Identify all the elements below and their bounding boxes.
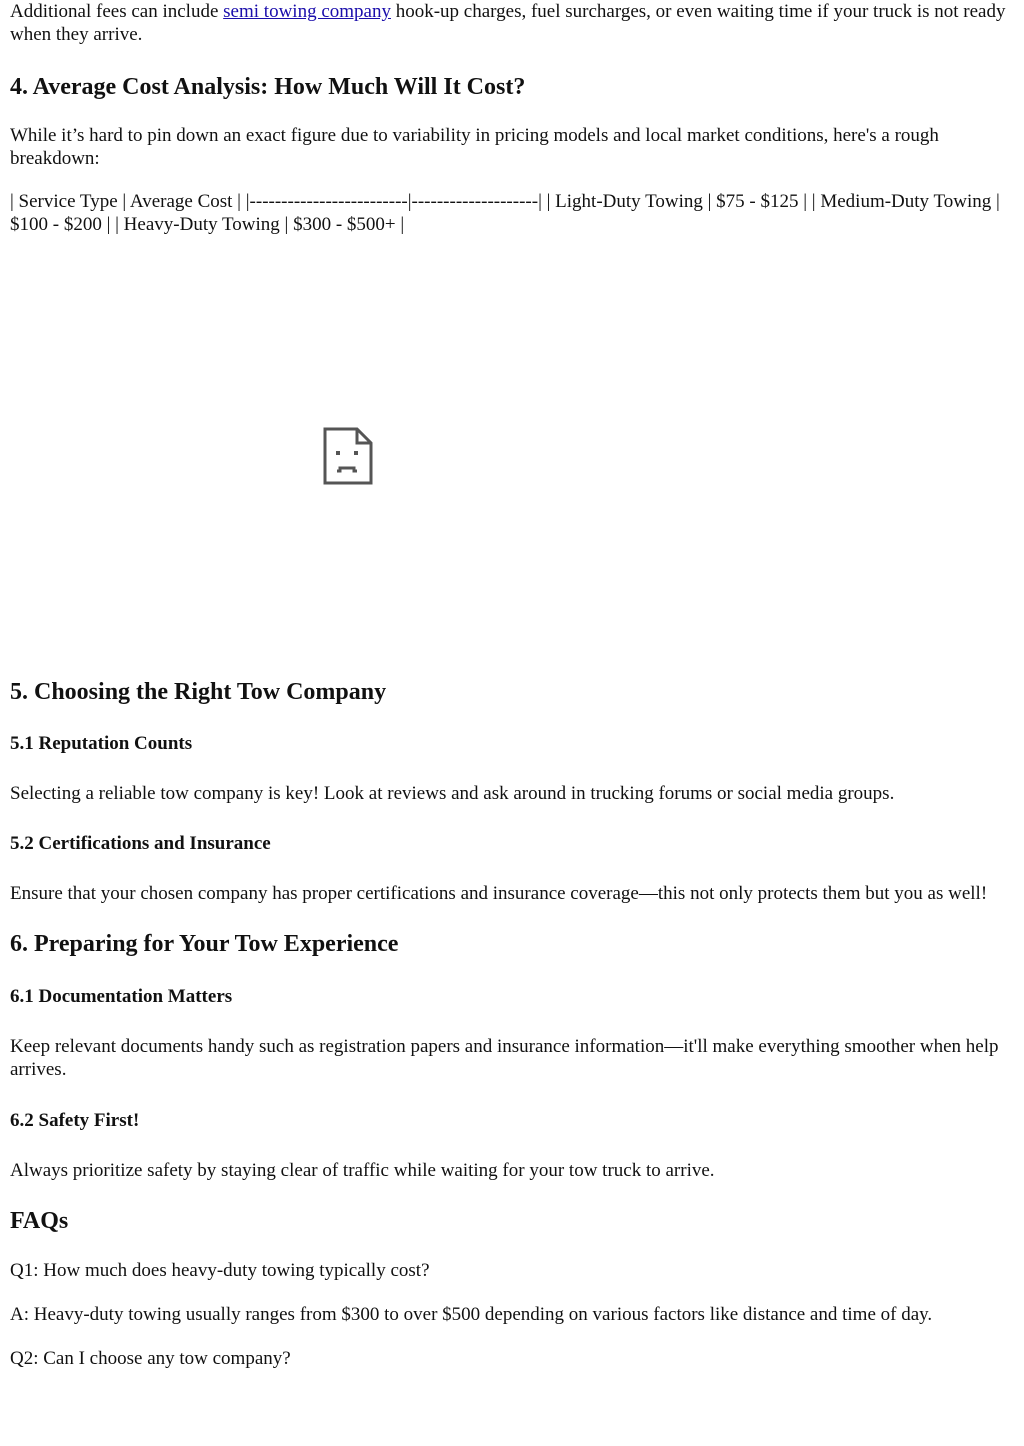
- safety-heading: 6.2 Safety First!: [10, 1110, 140, 1131]
- documentation-paragraph: Keep relevant documents handy such as registration papers and insurance information—it'll make everything smoother when help arrives.: [10, 1036, 999, 1080]
- fees-paragraph: [10, 0, 1014, 46]
- choose-company-heading: 5. Choosing the Right Tow Company: [10, 679, 387, 705]
- faq-question-1: Q1: How much does heavy-duty towing typically cost?: [10, 1260, 430, 1281]
- faq-question-2: Q2: Can I choose any tow company?: [10, 1348, 291, 1369]
- cost-analysis-paragraph: While it’s hard to pin down an exact figure due to variability in pricing models and local market conditions, here's a rough breakdown:: [10, 125, 939, 169]
- certifications-heading: 5.2 Certifications and Insurance: [10, 833, 271, 854]
- broken-image-icon: [323, 427, 373, 485]
- reputation-paragraph: Selecting a reliable tow company is key! Look at reviews and ask around in trucking forums or social media groups.: [10, 783, 895, 804]
- faq-heading: FAQs: [10, 1208, 69, 1234]
- fees-text-after: hook-up charges, fuel surcharges, or even waiting time if your truck is not ready when they arrive.: [10, 1, 1006, 45]
- cost-table-text: | Service Type | Average Cost | |-------------------------|--------------------| | Light-Duty Towing | $75 - $125 | | Medium-Duty Towing | $100 - $200 | | Heavy-Duty Towing | $300 - $500+ |: [10, 191, 1000, 235]
- semi-towing-company-link[interactable]: semi towing company: [223, 1, 391, 22]
- certifications-paragraph: Ensure that your chosen company has proper certifications and insurance coverage—this not only protects them but you as well!: [10, 883, 988, 904]
- safety-paragraph: Always prioritize safety by staying clear of traffic while waiting for your tow truck to arrive.: [10, 1160, 715, 1181]
- fees-text-before: Additional fees can include: [10, 1, 224, 22]
- cost-analysis-heading: 4. Average Cost Analysis: How Much Will It Cost?: [10, 74, 526, 100]
- reputation-heading: 5.1 Reputation Counts: [10, 733, 193, 754]
- broken-image-placeholder: [10, 246, 1014, 666]
- faq-answer-1: A: Heavy-duty towing usually ranges from $300 to over $500 depending on various factors like distance and time of day.: [10, 1304, 933, 1325]
- preparing-heading: 6. Preparing for Your Tow Experience: [10, 931, 399, 957]
- documentation-heading: 6.1 Documentation Matters: [10, 986, 233, 1007]
